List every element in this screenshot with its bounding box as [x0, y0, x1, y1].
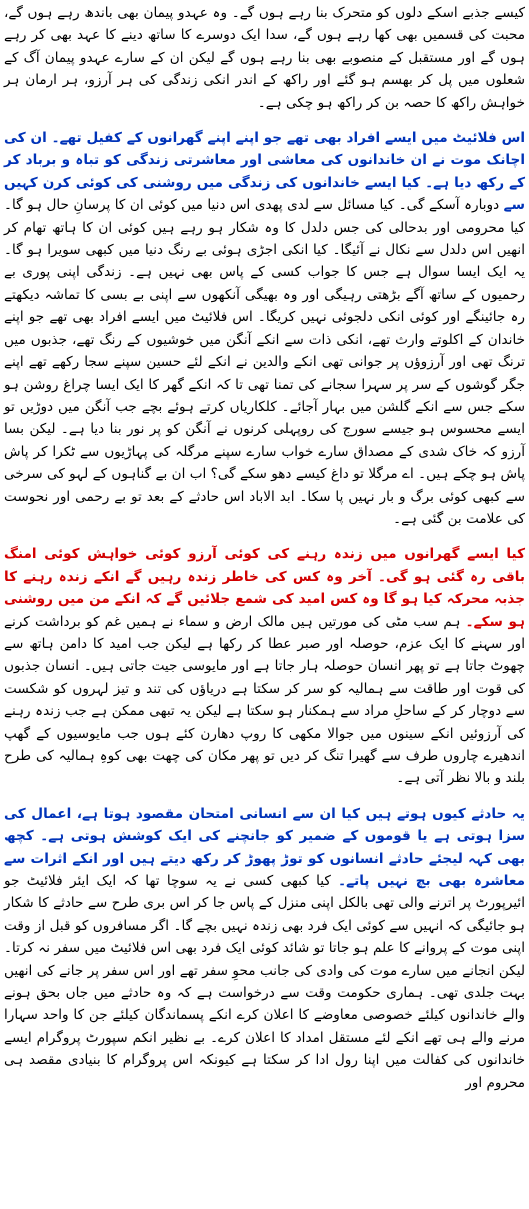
paragraph-3	[4, 543, 525, 789]
paragraph-4-highlight: یہ حادثے کیوں ہوتے ہیں کیا ان سے انسانی امتحان مقصود ہوتا ہے، اعمال کی سزا ہوتی ہے یا قوموں کے ضمیر کو جانچنے کی ایک کوشش ہوتی ہے۔ کچھ بھی کہہ لیجئے حادثے انسانوں کو توڑ پھوڑ کر رکھ دیتے ہیں اور انکے اثرات سے معاشرہ بھی بچ نہیں پاتے۔	[4, 805, 525, 890]
paragraph-4-body: کیا کبھی کسی نے یہ سوچا تھا کہ ایک ایئر فلائیٹ جو ائیرپورٹ پر اترنے والی تھی بالکل اپنی منزل کے پاس جا کر اس بری طرح سے حادثے کا شکار ہو جائیگی کہ انہیں سے کوئی ایک فرد بھی زندہ نہیں بچے گا۔ اگر مسافروں کو قبل از وقت اپنی موت کے پروانے کا علم ہو جاتا تو شائد کوئی ایک فرد بھی اس فلائیٹ میں سفر نہ کرتا۔ لیکن انجانے میں سارے موت کی وادی کی جانب محوِ سفر تھے اور اس سفر پر جانے کی انھیں بہت جلدی تھی۔ ہماری حکومت وقت سے درخواست ہے کہ وہ حادثے میں جاں بحق ہونے والے خاندانوں کیلئے خصوصی معاوضے کا اعلان کرے انکے پسماندگان کیلئے جن کا واحد سہارا مرنے والے ہی تھے انکے لئے مستقل امداد کا اعلان کرے۔ بے نظیر انکم سپورٹ پروگرام ایسے خاندانوں کی کفالت میں اپنا رول ادا کر سکتا ہے کیونکہ اس پروگرام کا بنیادی مقصد ہی محروم اور	[4, 873, 525, 1091]
paragraph-2-body: دوبارہ آسکے گی۔ کیا مسائل سے لدی پھدی اس دنیا میں کوئی ان کا پرسانِ حال ہو گا۔ کیا محرومی اور بدحالی کی جس دلدل کا وہ شکار ہو رہے ہیں کوئی ان کا ہاتھ تھام کر انھیں اس دلدل سے نکال نے آئیگا۔ کیا انکی اجڑی ہوئی بے رنگ دنیا میں کبھی سویرا ہو گا۔ یہ ایک ایسا سوال ہے جس کا جواب کسی کے پاس بھی نہیں ہے۔ زندگی اپنی پوری بے رحمیوں کے ساتھ آگے بڑھتی رہیگی اور وہ بھیگی آنکھوں سے اپنی بے بسی کا تماشہ دیکھتے رہ جائینگے اور کوئی انکی دلجوئی نہیں کریگا۔ اس فلائیٹ میں ایسے افراد بھی تھے جو اپنے خاندان کے اکلوتے وارث تھے، انکی ذات سے انکے آنگن میں خوشیوں کے رنگ تھے، جذبوں میں ترنگ تھی اور آرزوؤں پر جوانی تھی انکے والدین نے انکے لئے حسین سپنے سجا رکھے تھے اپنے جگر گوشوں کے سر پر سہرا سجانے کی تمنا تھی تا کہ انکے گھر کا ایک ایسا چراغ روشن ہو سکے جس سے انکے گلشن میں بہار آجائے۔ کلکاریاں کرتے ہوئے بچے جب آنگن میں دوڑیں تو ایسے محسوس ہو جیسے سورج کی روپہلی کرنوں نے آنگن کو پر نور بنا دیا ہے۔ لیکن بسا آرزو کہ خاک شدی کے مصداق سارے خواب سارے سپنے مرگلہ کی پہاڑیوں سے ٹکرا کر پاش پاش ہو چکے ہیں۔ اے مرگلا تو داغ کیسے دھو سکے گی؟ اب ان بے گناہوں کے لہو کی سرخی سے کبھی کوئی برگ و بار نہیں پا سکا۔ ابد الاباد اس حادثے کے بعد تو بے رحمی اور نحوست کی علامت بن گئی ہے۔	[4, 197, 525, 527]
paragraph-1-body: کیسے جذبے اسکے دلوں کو متحرک بنا رہے ہوں گے۔ وہ عہدو پیمان بھی باندھ رہے ہوں گے، محبت کی قسمیں بھی کھا رہے ہوں گے، سدا ایک دوسرے کا ساتھ دینے کا عہد بھی کر رہے ہوں گے اور مستقبل کے منصوبے بھی بنا رہے ہوں گے لیکن ان کے سارے عہدو پیمان آگ کے شعلوں میں پل کر بھسم ہو گئے اور راکھ کے اندر انکی زندگی کی ہر آرزو، ہر ارمان ہر خواہش راکھ کا حصہ بن کر راکھ ہو چکی ہے۔	[4, 5, 525, 111]
paragraph-spacer	[4, 114, 525, 127]
paragraph-spacer	[4, 790, 525, 803]
paragraph-2-highlight: اس فلائیٹ میں ایسے افراد بھی تھے جو اپنے اپنے گھرانوں کے کفیل تھے۔ ان کی اچانک موت نے ان خاندانوں کی معاشی اور معاشرتی زندگی کو تباہ و برباد کر کے رکھ دیا ہے۔ کیا ایسے خاندانوں کی زندگی میں روشنی کی کوئی کرن کہیں سے	[4, 130, 525, 214]
paragraph-spacer	[4, 530, 525, 543]
paragraph-3-highlight: کیا ایسے گھرانوں میں زندہ رہنے کی کوئی آرزو کوئی خواہش کوئی امنگ باقی رہ گئی ہو گی۔ آخر وہ کس کی خاطر زندہ رہیں گے انکے زندہ رہنے کا جذبہ محرکہ کیا ہو گا وہ کس امید کی شمع جلائیں گے کہ انکے من میں روشنی ہو سکے۔	[4, 546, 525, 630]
paragraph-4	[4, 803, 525, 1094]
paragraph-3-body: ہم سب مٹی کی مورتیں ہیں مالک ارض و سماء نے ہمیں غم کو برداشت کرنے اور سہنے کا ایک عزم، حوصلہ اور صبر عطا کر رکھا ہے لیکن جب امید کا دامن ہاتھ سے چھوٹ جاتا ہے تو پھر انسان حوصلہ ہار جاتا ہے اور مایوسی جیت جاتی ہیں۔ انسان جذبوں کی قوت اور طاقت سے ہمالیہ کو سر کر سکتا ہے دریاؤں کی تند و تیز لہروں کو شکست سے دوچار کر کے ساحلِ مراد سے ہمکنار ہو سکتا ہے لیکن یہ تبھی ممکن ہے جب زندہ رہنے کی آرزوئیں انکے سینوں میں جوالا مکھی کا روپ دھارن کئے ہوں جب مایوسیوں کے گھپ اندھیرے چاروں طرف سے گھیرا تنگ کر دیں تو پھر مکان کی چھت بھی کوہِ ہمالیہ کی طرح بلند و بالا نظر آتی ہے۔	[4, 613, 525, 787]
paragraph-2	[4, 127, 525, 530]
paragraph-1	[4, 2, 525, 114]
